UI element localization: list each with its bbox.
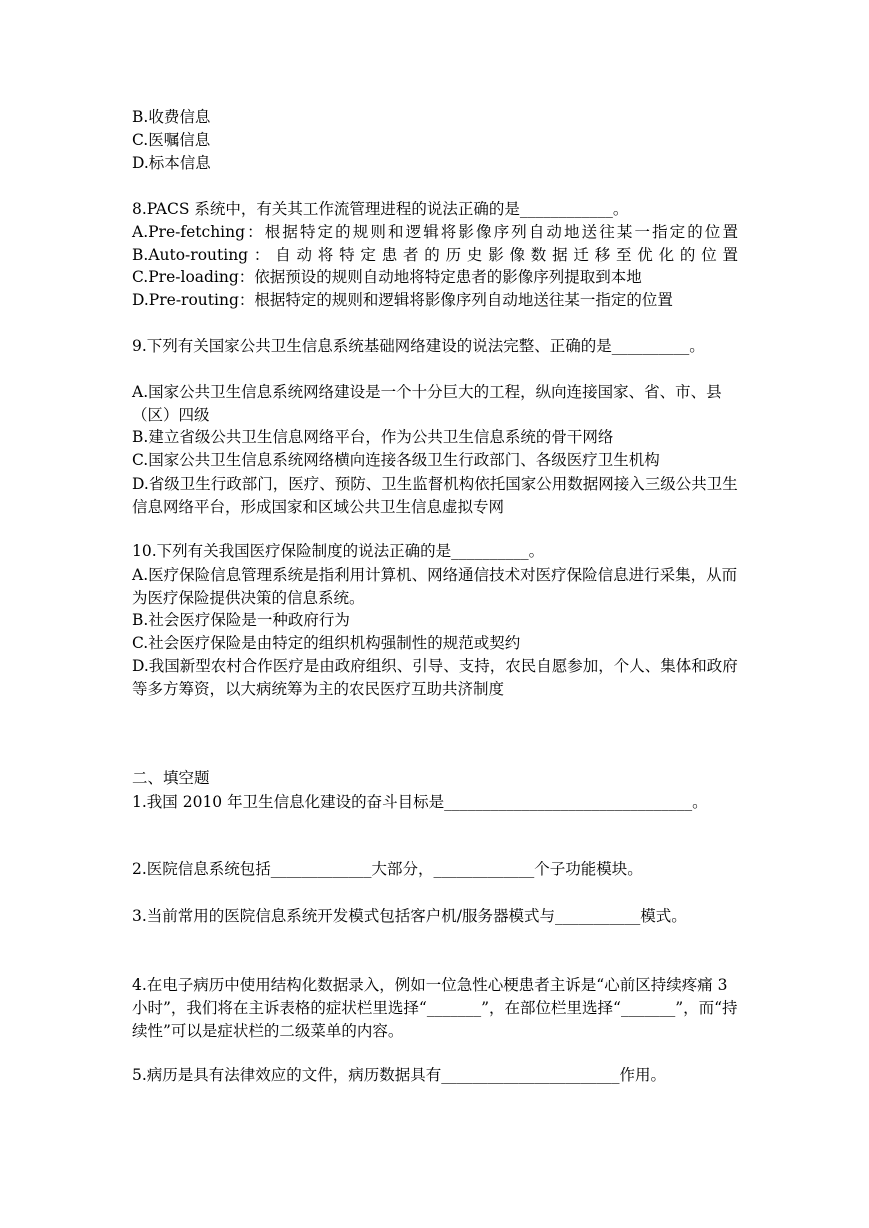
q8-option-d: D.Pre-routing：根据特定的规则和逻辑将影像序列自动地送往某一指定的位置 <box>132 291 673 309</box>
q7-option-b: B.收费信息 <box>132 108 211 126</box>
q10-option-d: D.我国新型农村合作医疗是由政府组织、引导、支持，农民自愿参加，个人、集体和政府等多方筹资，以大病统筹为主的农民医疗互助共济制度 <box>132 657 738 698</box>
fill-q4: 4.在电子病历中使用结构化数据录入，例如一位急性心梗患者主诉是“心前区持续疼痛 3 小时”，我们将在主诉表格的症状栏里选择“_______”，在部位栏里选择“_______”，而“持续性”可以是症状栏的二级菜单的内容。 <box>132 976 738 1040</box>
q10-option-a: A.医疗保险信息管理系统是指利用计算机、网络通信技术对医疗保险信息进行采集，从而为医疗保险提供决策的信息系统。 <box>132 566 738 607</box>
fill-q2: 2.医院信息系统包括_____________大部分，_____________个子功能模块。 <box>132 860 643 878</box>
q8-option-c: C.Pre-loading：依据预设的规则自动地将特定患者的影像序列提取到本地 <box>132 268 642 286</box>
q9-stem: 9.下列有关国家公共卫生信息系统基础网络建设的说法完整、正确的是__________。 <box>132 337 705 355</box>
q9-option-b: B.建立省级公共卫生信息网络平台，作为公共卫生信息系统的骨干网络 <box>132 428 614 446</box>
q8-options-a-b: A.Pre-fetching：根据特定的规则和逻辑将影像序列自动地送往某一指定的位置 B.Auto-routing：自动将特定患者的历史影像数据迁移至优化的位置 <box>132 223 738 264</box>
q9-option-d: D.省级卫生行政部门，医疗、预防、卫生监督机构依托国家公用数据网接入三级公共卫生信息网络平台，形成国家和区域公共卫生信息虚拟专网 <box>132 475 738 516</box>
fill-q1: 1.我国 2010 年卫生信息化建设的奋斗目标是________________________________。 <box>132 793 708 811</box>
q10-option-c: C.社会医疗保险是由特定的组织机构强制性的规范或契约 <box>132 634 521 652</box>
q10-stem: 10.下列有关我国医疗保险制度的说法正确的是__________。 <box>132 542 545 560</box>
q7-option-d: D.标本信息 <box>132 154 211 172</box>
q8-stem: 8.PACS 系统中，有关其工作流管理进程的说法正确的是____________。 <box>132 200 629 218</box>
fill-q3: 3.当前常用的医院信息系统开发模式包括客户机/服务器模式与___________模式。 <box>132 907 687 925</box>
q9-option-a: A.国家公共卫生信息系统网络建设是一个十分巨大的工程，纵向连接国家、省、市、县（区）四级 <box>132 383 722 424</box>
fill-q5: 5.病历是具有法律效应的文件，病历数据具有_______________________作用。 <box>132 1066 667 1084</box>
q10-option-b: B.社会医疗保险是一种政府行为 <box>132 611 350 629</box>
q9-option-c: C.国家公共卫生信息系统网络横向连接各级卫生行政部门、各级医疗卫生机构 <box>132 451 660 469</box>
q7-option-c: C.医嘱信息 <box>132 131 211 149</box>
section-heading: 二、填空题 <box>132 769 210 787</box>
